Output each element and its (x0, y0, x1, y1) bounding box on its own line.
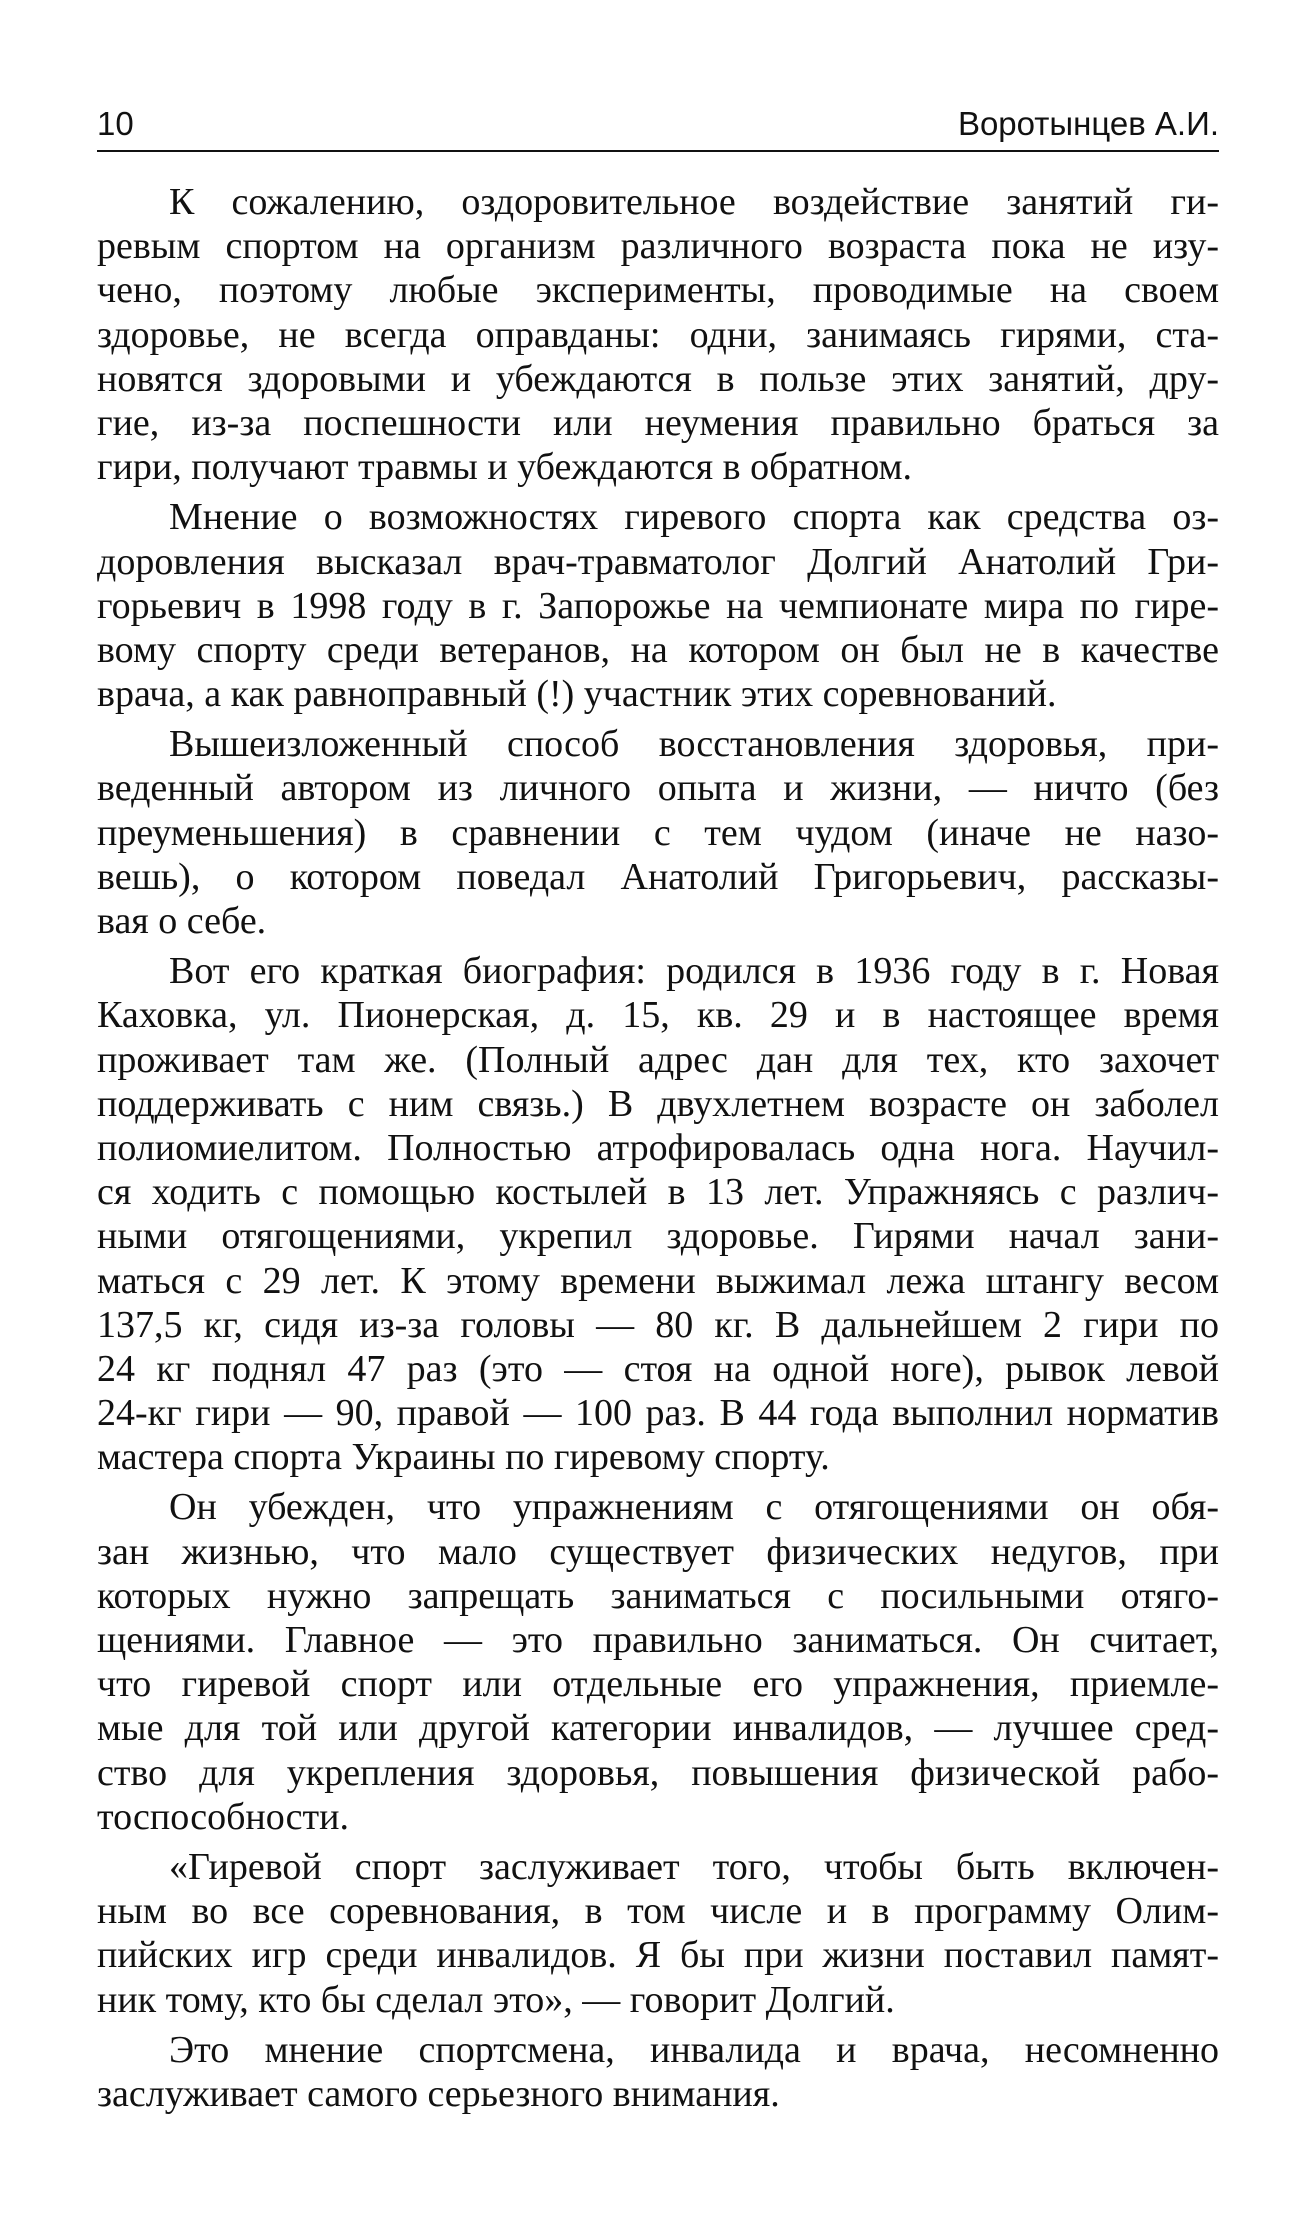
paragraph (97, 722, 1219, 943)
text-line: горьевич в 1998 году в г. Запорожье на чемпионате мира по гире- (97, 584, 1219, 627)
text-line: Это мнение спортсмена, инвалида и врача, несомненно (169, 2028, 1219, 2071)
paragraph (97, 495, 1219, 716)
text-line: новятся здоровыми и убеждаются в пользе этих занятий, дру- (97, 357, 1219, 400)
text-line: что гиревой спорт или отдельные его упражнения, приемле- (97, 1663, 1219, 1706)
text-line: гири, получают травмы и убеждаются в обратном. (97, 446, 913, 489)
text-line: зан жизнью, что мало существует физических недугов, при (97, 1530, 1219, 1573)
text-line: 24 кг поднял 47 раз (это — стоя на одной ноге), рывок левой (97, 1347, 1219, 1390)
text-line: гие, из-за поспешности или неумения правильно браться за (97, 401, 1219, 444)
text-line: преуменьшения) в сравнении с тем чудом (иначе не назо- (97, 811, 1219, 854)
text-line: поддерживать с ним связь.) В двухлетнем возрасте он заболел (97, 1082, 1219, 1125)
text-line: Мнение о возможностях гиревого спорта как средства оз- (169, 496, 1219, 539)
paragraph (97, 1485, 1219, 1839)
text-line: вешь), о котором поведал Анатолий Григорьевич, рассказы- (97, 855, 1219, 898)
text-line: щениями. Главное — это правильно заниматься. Он считает, (97, 1619, 1219, 1661)
text-line: тоспособности. (97, 1795, 349, 1838)
text-line: ся ходить с помощью костылей в 13 лет. Упражняясь с различ- (97, 1171, 1219, 1214)
text-line: маться с 29 лет. К этому времени выжимал лежа штангу весом (97, 1259, 1219, 1302)
text-line: ными отягощениями, укрепил здоровье. Гирями начал зани- (97, 1215, 1219, 1258)
text-line: Вышеизложенный способ восстановления здоровья, при- (169, 723, 1219, 766)
text-line: заслуживает самого серьезного внимания. (97, 2072, 780, 2115)
paragraph (97, 949, 1219, 1479)
text-line: К сожалению, оздоровительное воздействие занятий ги- (169, 181, 1219, 223)
text-line: чено, поэтому любые эксперименты, проводимые на своем (97, 269, 1219, 312)
text-line: пийских игр среди инвалидов. Я бы при жизни поставил памят- (97, 1934, 1219, 1977)
running-head (97, 98, 1219, 152)
text-line: вому спорту среди ветеранов, на котором он был не в качестве (97, 628, 1219, 671)
paragraph (97, 180, 1219, 489)
text-line: здоровье, не всегда оправданы: одни, занимаясь гирями, ста- (97, 313, 1219, 356)
text-line: Каховка, ул. Пионерская, д. 15, кв. 29 и в настоящее время (97, 994, 1219, 1037)
running-title: Воротынцев А.И. (957, 105, 1219, 142)
text-line: ство для укрепления здоровья, повышения физической рабо- (97, 1751, 1219, 1794)
text-line: которых нужно запрещать заниматься с посильными отяго- (97, 1574, 1219, 1617)
text-line: врача, а как равноправный (!) участник этих соревнований. (97, 673, 1057, 716)
text-line: проживает там же. (Полный адрес дан для тех, кто захочет (97, 1038, 1219, 1081)
text-line: ник тому, кто бы сделал это», — говорит Долгий. (97, 1978, 895, 2021)
text-line: ным во все соревнования, в том числе и в программу Олим- (97, 1890, 1219, 1933)
paragraph (97, 2028, 1219, 2116)
text-line: мые для той или другой категории инвалидов, — лучшее сред- (97, 1707, 1219, 1750)
text-line: мастера спорта Украины по гиревому спорту. (97, 1436, 830, 1479)
text-line: вая о себе. (97, 900, 267, 942)
text-line: «Гиревой спорт заслуживает того, чтобы быть включен- (169, 1845, 1219, 1888)
text-line: доровления высказал врач-травматолог Долгий Анатолий Гри- (97, 540, 1219, 583)
text-line: ревым спортом на организм различного возраста пока не изу- (97, 225, 1219, 268)
text-line: 137,5 кг, сидя из-за головы — 80 кг. В дальнейшем 2 гири по (97, 1303, 1219, 1346)
text-line: Вот его краткая биография: родился в 1936 году в г. Новая (169, 950, 1219, 993)
text-line: полиомиелитом. Полностью атрофировалась одна нога. Научил- (97, 1126, 1219, 1169)
text-line: Он убежден, что упражнениям с отягощениями он обя- (169, 1486, 1219, 1529)
page-number: 10 (97, 105, 134, 142)
body-text (97, 180, 1219, 2122)
paragraph (97, 1845, 1219, 2022)
text-line: 24-кг гири — 90, правой — 100 раз. В 44 года выполнил норматив (97, 1392, 1219, 1435)
text-line: веденный автором из личного опыта и жизни, — ничто (без (97, 767, 1219, 810)
